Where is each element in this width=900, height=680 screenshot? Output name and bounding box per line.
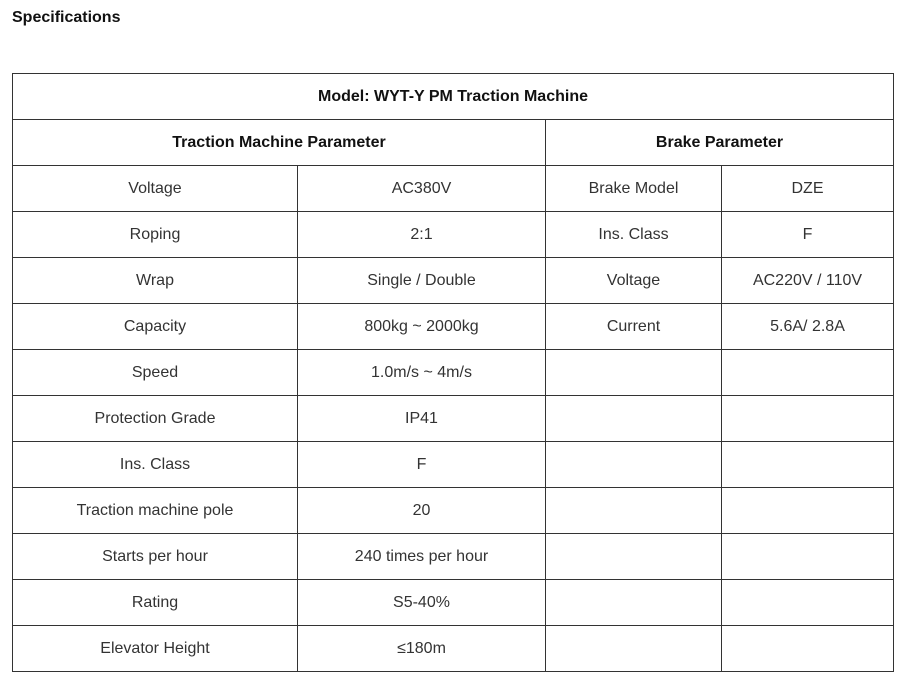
traction-param-name-cell: Voltage — [13, 166, 298, 212]
table-row — [13, 442, 894, 488]
traction-param-value-cell: F — [298, 442, 546, 488]
brake-param-value-cell: 5.6A/ 2.8A — [722, 304, 894, 350]
table-row — [13, 304, 894, 350]
brake-param-name-cell — [546, 580, 722, 626]
traction-param-name-cell: Wrap — [13, 258, 298, 304]
traction-parameter-header: Traction Machine Parameter — [13, 120, 546, 166]
traction-param-value-cell: 800kg ~ 2000kg — [298, 304, 546, 350]
brake-param-value-cell — [722, 534, 894, 580]
traction-param-name-cell: Traction machine pole — [13, 488, 298, 534]
traction-param-value-cell: 2:1 — [298, 212, 546, 258]
table-row — [13, 626, 894, 672]
traction-param-value-cell: IP41 — [298, 396, 546, 442]
traction-param-value-cell: AC380V — [298, 166, 546, 212]
brake-param-name-cell — [546, 350, 722, 396]
brake-param-value-cell: F — [722, 212, 894, 258]
table-row — [13, 396, 894, 442]
brake-param-value-cell — [722, 488, 894, 534]
table-row — [13, 488, 894, 534]
brake-param-name-cell: Voltage — [546, 258, 722, 304]
section-header-row — [13, 120, 894, 166]
brake-param-value-cell — [722, 350, 894, 396]
page-heading: Specifications — [12, 9, 121, 26]
brake-param-value-cell: AC220V / 110V — [722, 258, 894, 304]
table-row — [13, 580, 894, 626]
traction-param-name-cell: Protection Grade — [13, 396, 298, 442]
model-title-row — [13, 74, 894, 120]
traction-param-name-cell: Rating — [13, 580, 298, 626]
specifications-table-body — [13, 74, 894, 672]
table-row — [13, 350, 894, 396]
brake-param-name-cell — [546, 534, 722, 580]
table-row — [13, 212, 894, 258]
traction-param-value-cell: 20 — [298, 488, 546, 534]
traction-param-name-cell: Roping — [13, 212, 298, 258]
traction-param-name-cell: Capacity — [13, 304, 298, 350]
brake-param-value-cell — [722, 442, 894, 488]
brake-param-name-cell: Brake Model — [546, 166, 722, 212]
brake-param-name-cell — [546, 396, 722, 442]
brake-parameter-header: Brake Parameter — [546, 120, 894, 166]
brake-param-value-cell — [722, 626, 894, 672]
traction-param-name-cell: Ins. Class — [13, 442, 298, 488]
brake-param-name-cell: Ins. Class — [546, 212, 722, 258]
brake-param-value-cell — [722, 396, 894, 442]
brake-param-name-cell — [546, 626, 722, 672]
table-row — [13, 534, 894, 580]
traction-param-name-cell: Speed — [13, 350, 298, 396]
traction-param-value-cell: ≤180m — [298, 626, 546, 672]
brake-param-value-cell — [722, 580, 894, 626]
traction-param-name-cell: Elevator Height — [13, 626, 298, 672]
traction-param-value-cell: 240 times per hour — [298, 534, 546, 580]
table-row — [13, 166, 894, 212]
model-title-cell: Model: WYT-Y PM Traction Machine — [13, 74, 894, 120]
traction-param-value-cell: Single / Double — [298, 258, 546, 304]
brake-param-name-cell — [546, 442, 722, 488]
brake-param-name-cell: Current — [546, 304, 722, 350]
traction-param-value-cell: 1.0m/s ~ 4m/s — [298, 350, 546, 396]
traction-param-value-cell: S5-40% — [298, 580, 546, 626]
table-row — [13, 258, 894, 304]
traction-param-name-cell: Starts per hour — [13, 534, 298, 580]
brake-param-value-cell: DZE — [722, 166, 894, 212]
brake-param-name-cell — [546, 488, 722, 534]
specifications-table — [12, 73, 894, 672]
